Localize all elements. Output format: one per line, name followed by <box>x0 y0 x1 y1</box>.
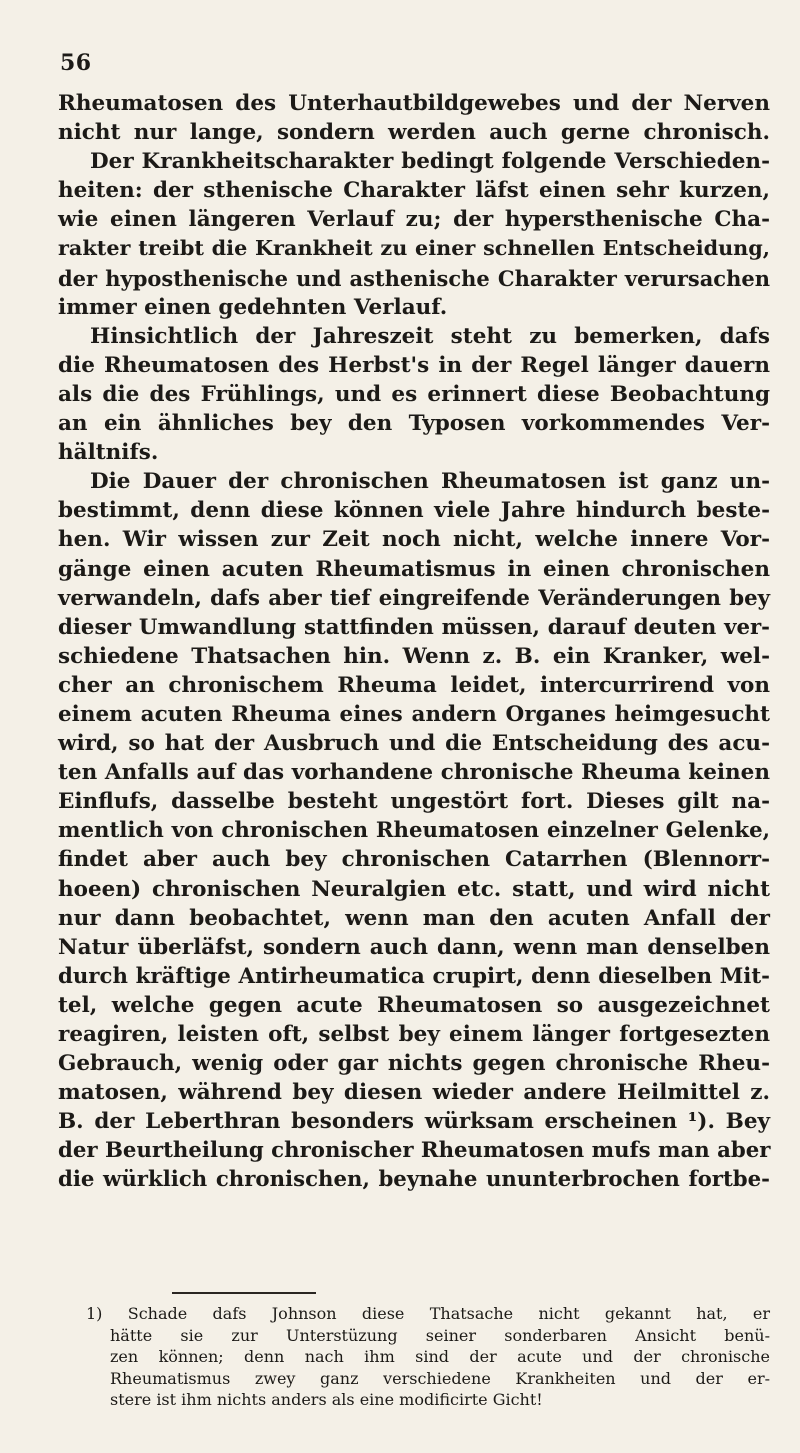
text-line: rakter treibt die Krankheit zu einer schnellen Entscheidung, <box>58 236 770 261</box>
text-line: verwandeln, dafs aber tief eingreifende Veränderungen bey <box>58 585 770 611</box>
text-line: schiedene Thatsachen hin. Wenn z. B. ein Kranker, wel- <box>58 643 770 669</box>
text-line: hoeen) chronischen Neuralgien etc. statt, und wird nicht <box>58 876 770 902</box>
text-line: hältnifs. <box>58 440 159 466</box>
text-line: mentlich von chronischen Rheumatosen einzelner Gelenke, <box>58 818 770 844</box>
text-line: tel, welche gegen acute Rheumatosen so ausgezeichnet <box>58 992 770 1018</box>
text-line: gänge einen acuten Rheumatismus in einen chronischen <box>58 556 770 582</box>
text-line: der hyposthenische und asthenische Charakter verursachen <box>58 265 770 291</box>
text-line: B. der Leberthran besonders würksam erscheinen ¹). Bey <box>58 1109 770 1135</box>
text-line: heiten: der sthenische Charakter läfst einen sehr kurzen, <box>58 178 770 204</box>
text-line: ten Anfalls auf das vorhandene chronische Rheuma keinen <box>58 760 770 786</box>
text-line: an ein ähnliches bey den Typosen vorkommendes Ver- <box>58 411 770 437</box>
text-line: einem acuten Rheuma eines andern Organes heimgesucht <box>58 701 770 727</box>
text-line: matosen, während bey diesen wieder andere Heilmittel z. <box>58 1080 770 1106</box>
text-line: Rheumatosen des Unterhautbildgewebes und der Nerven <box>58 91 770 116</box>
footnote-line: 1) Schade dafs Johnson diese Thatsache nicht gekannt hat, er <box>86 1304 770 1323</box>
text-line: der Beurtheilung chronischer Rheumatosen mufs man aber <box>58 1138 771 1164</box>
footnote-line: zen können; denn nach ihm sind der acute und der chronische <box>110 1347 770 1366</box>
text-line: immer einen gedehnten Verlauf. <box>58 294 448 320</box>
footnote-line: stere ist ihm nichts anders als eine modificirte Gicht! <box>110 1390 543 1409</box>
text-line: findet aber auch bey chronischen Catarrhen (Blennorr- <box>58 847 770 873</box>
text-line: Die Dauer der chronischen Rheumatosen ist ganz un- <box>90 469 770 495</box>
text-line: bestimmt, denn diese können viele Jahre hindurch beste- <box>58 498 770 524</box>
text-line: wird, so hat der Ausbruch und die Entscheidung des acu- <box>58 731 770 757</box>
text-line: Der Krankheitscharakter bedingt folgende Verschieden- <box>90 149 770 175</box>
text-line: cher an chronischem Rheuma leidet, intercurrirend von <box>58 672 770 698</box>
text-line: wie einen längeren Verlauf zu; der hypersthenische Cha- <box>58 207 770 233</box>
text-line: Einflufs, dasselbe besteht ungestört fort. Dieses gilt na- <box>58 789 770 815</box>
text-line: die würklich chronischen, beynahe ununterbrochen fortbe- <box>58 1167 770 1193</box>
text-line: Natur überläfst, sondern auch dann, wenn man denselben <box>58 934 770 960</box>
text-line: Hinsichtlich der Jahreszeit steht zu bemerken, dafs <box>90 323 770 349</box>
text-line: durch kräftige Antirheumatica crupirt, denn dieselben Mit- <box>58 963 770 989</box>
footnote-divider <box>172 1292 316 1294</box>
text-line: reagiren, leisten oft, selbst bey einem länger fortgesezten <box>58 1022 770 1047</box>
body-text <box>58 89 770 1195</box>
text-line: als die des Frühlings, und es erinnert diese Beobachtung <box>58 381 770 407</box>
text-line: nur dann beobachtet, wenn man den acuten Anfall der <box>58 905 770 931</box>
footnote-line: hätte sie zur Unterstüzung seiner sonderbaren Ansicht benü- <box>110 1325 770 1345</box>
text-line: hen. Wir wissen zur Zeit noch nicht, welche innere Vor- <box>58 527 770 553</box>
text-line: Gebrauch, wenig oder gar nichts gegen chronische Rheu- <box>58 1051 770 1077</box>
text-line: dieser Umwandlung stattfinden müssen, darauf deuten ver- <box>58 614 770 640</box>
page-number: 56 <box>60 50 92 76</box>
text-line: nicht nur lange, sondern werden auch gerne chronisch. <box>58 120 770 146</box>
footnotes <box>86 1303 770 1411</box>
footnote-line: Rheumatismus zwey ganz verschiedene Krankheiten und der er- <box>110 1368 770 1388</box>
text-line: die Rheumatosen des Herbst's in der Regel länger dauern <box>58 352 770 378</box>
